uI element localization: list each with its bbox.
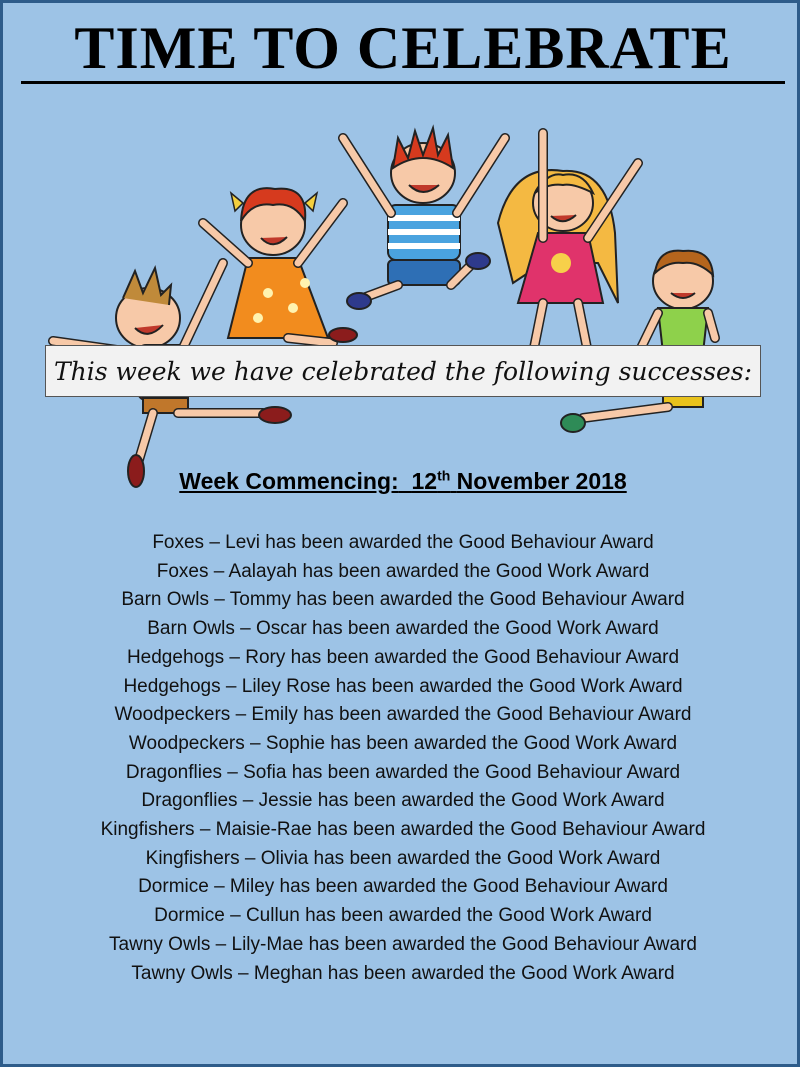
week-label: Week Commencing: — [179, 467, 399, 494]
award-item: Tawny Owls – Meghan has been awarded the Good Work Award — [131, 962, 675, 984]
title-underline — [21, 81, 785, 84]
award-item: Kingfishers – Olivia has been awarded the Good Work Award — [145, 847, 661, 869]
award-item: Foxes – Aalayah has been awarded the Good Work Award — [156, 560, 650, 582]
award-item: Barn Owls – Oscar has been awarded the Good Work Award — [147, 618, 659, 640]
week-month-year: November 2018 — [456, 467, 627, 494]
award-item: Woodpeckers – Emily has been awarded the Good Behaviour Award — [114, 704, 692, 726]
award-item: Woodpeckers – Sophie has been awarded the Good Work Award — [128, 732, 678, 754]
award-item: Tawny Owls – Lily-Mae has been awarded the Good Behaviour Award — [109, 933, 697, 955]
child-4-figure — [498, 133, 638, 353]
week-commencing — [3, 467, 800, 495]
child-3-figure — [343, 128, 505, 309]
award-item: Hedgehogs – Liley Rose has been awarded the Good Work Award — [123, 675, 683, 697]
award-item: Dragonflies – Sofia has been awarded the Good Behaviour Award — [125, 761, 681, 783]
celebration-banner — [45, 345, 761, 397]
award-item: Kingfishers – Maisie-Rae has been awarded the Good Behaviour Award — [100, 819, 706, 841]
banner-text: This week we have celebrated the following successes: — [54, 356, 752, 386]
awards-list — [3, 529, 800, 988]
award-item: Foxes – Levi has been awarded the Good Behaviour Award — [152, 532, 654, 553]
jumping-children-illustration — [43, 113, 763, 493]
award-item: Dormice – Miley has been awarded the Good Behaviour Award — [138, 876, 668, 898]
award-item: Hedgehogs – Rory has been awarded the Good Behaviour Award — [126, 646, 680, 668]
page-title: TIME TO CELEBRATE — [74, 15, 732, 81]
award-item: Dragonflies – Jessie has been awarded the Good Work Award — [141, 790, 665, 812]
award-item: Barn Owls – Tommy has been awarded the Good Behaviour Award — [121, 589, 685, 611]
week-heading — [179, 468, 626, 494]
week-day-suffix: th — [437, 467, 451, 483]
week-day: 12 — [411, 467, 438, 494]
award-item: Dormice – Cullun has been awarded the Good Work Award — [154, 905, 652, 927]
